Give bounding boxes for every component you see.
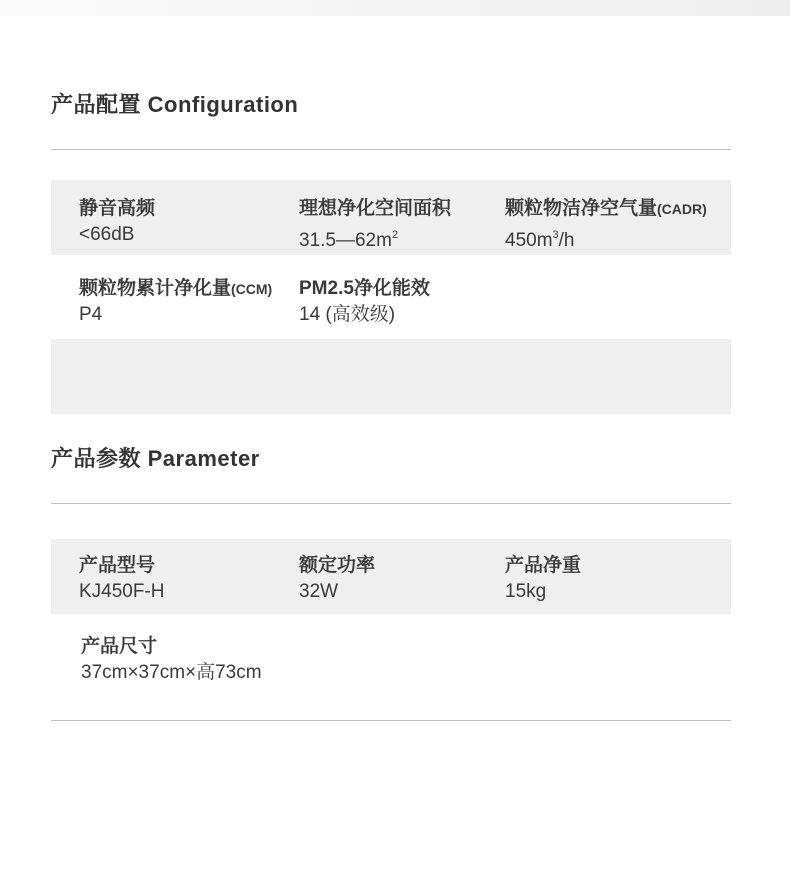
spec-ccm xyxy=(79,277,272,327)
bottom-divider xyxy=(51,720,731,721)
spec-value: 15kg xyxy=(505,581,547,602)
spec-label: 产品净重 xyxy=(505,555,582,576)
configuration-divider xyxy=(51,149,731,150)
parameter-title: 产品参数 Parameter xyxy=(51,446,260,471)
spec-value: 14 (高效级) xyxy=(299,304,396,325)
spec-ideal-area xyxy=(299,197,451,253)
spec-label: 颗粒物累计净化量(CCM) xyxy=(79,278,273,299)
spec-label: 理想净化空间面积 xyxy=(299,198,452,219)
spec-label: 产品尺寸 xyxy=(81,636,158,657)
spec-value: 32W xyxy=(299,581,339,602)
spec-model xyxy=(79,554,165,604)
spec-value: P4 xyxy=(79,304,103,325)
spec-value: $31.5—62m^2$ xyxy=(299,229,399,251)
configuration-row-band-3 xyxy=(51,339,731,414)
spec-rated-power xyxy=(299,554,375,604)
spec-quiet-level xyxy=(79,197,155,247)
spec-pm25-efficiency xyxy=(299,277,430,327)
spec-label: 颗粒物洁净空气量(CADR) xyxy=(505,198,707,219)
spec-label: 额定功率 xyxy=(299,555,376,576)
spec-net-weight xyxy=(505,554,581,604)
spec-value: KJ450F-H xyxy=(79,581,165,602)
spec-label: 产品型号 xyxy=(79,555,156,576)
spec-label: PM2.5净化能效 xyxy=(299,278,430,299)
spec-value: $450m^3/h$ xyxy=(505,229,575,251)
spec-value: 37cm×37cm×高73cm xyxy=(81,662,262,683)
spec-dimensions xyxy=(81,635,262,685)
spec-label: 静音高频 xyxy=(79,198,156,219)
parameter-divider xyxy=(51,503,731,504)
spec-cadr xyxy=(505,197,707,253)
configuration-title: 产品配置 Configuration xyxy=(51,92,299,117)
spec-value: <66dB xyxy=(79,224,135,245)
top-strip xyxy=(0,0,790,16)
